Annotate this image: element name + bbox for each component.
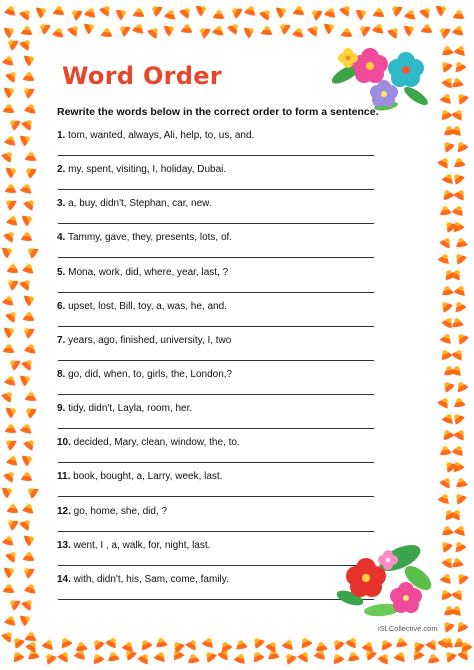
candy-corn-icon (0, 530, 17, 547)
candy-corn-icon (82, 2, 99, 19)
exercise-number: 9. (57, 403, 66, 415)
candy-corn-icon (193, 21, 212, 40)
candy-corn-icon (322, 18, 341, 37)
candy-corn-icon (99, 23, 114, 38)
candy-corn-icon (20, 498, 37, 515)
hibiscus-flowers-bottom-icon (330, 538, 434, 622)
candy-corn-icon (210, 20, 227, 37)
exercise-number: 3. (57, 198, 66, 210)
exercise-list (57, 130, 387, 608)
candy-corn-icon (3, 419, 18, 434)
candy-corn-icon (437, 135, 457, 155)
candy-corn-icon (453, 473, 469, 489)
candy-corn-icon (453, 233, 469, 249)
candy-corn-icon (56, 632, 75, 651)
candy-corn-icon (23, 387, 38, 402)
candy-corn-icon (339, 23, 354, 38)
candy-corn-icon (441, 121, 457, 137)
exercise-number: 10. (57, 437, 71, 449)
exercise-prompt (57, 574, 229, 585)
watermark: iSLCollective.com (378, 624, 438, 633)
candy-corn-icon (438, 424, 457, 443)
candy-corn-icon (82, 18, 101, 37)
exercise-prompt (57, 471, 222, 482)
exercise-item (57, 437, 387, 471)
exercise-item (57, 369, 387, 403)
exercise-prompt (57, 403, 192, 414)
answer-line[interactable] (58, 189, 374, 190)
exercise-number: 7. (57, 334, 66, 346)
candy-corn-icon (0, 482, 18, 501)
candy-corn-icon (5, 259, 20, 274)
candy-corn-icon (439, 41, 455, 57)
exercise-item (57, 164, 387, 198)
answer-line[interactable] (58, 462, 374, 463)
candy-corn-icon (376, 634, 395, 653)
candy-corn-icon (436, 344, 455, 363)
exercise-item (57, 471, 387, 505)
exercise-words: go, home, she, did, ? (70, 505, 168, 517)
exercise-words: my, spent, visiting, I, holiday, Dubai. (65, 164, 227, 176)
exercise-prompt (57, 335, 231, 346)
candy-corn-icon (437, 615, 457, 635)
candy-corn-icon (22, 290, 41, 309)
candy-corn-icon (153, 633, 169, 649)
candy-corn-icon (130, 18, 147, 35)
exercise-item (57, 301, 387, 335)
candy-corn-icon (1, 579, 16, 594)
exercise-number: 8. (57, 368, 66, 380)
exercise-words: decided, Mary, clean, window, the, to. (70, 437, 240, 449)
candy-corn-icon (0, 242, 18, 261)
exercise-prompt (57, 369, 232, 380)
candy-corn-icon (371, 3, 386, 18)
candy-corn-icon (18, 370, 37, 389)
exercise-words: Mona, work, did, where, year, last, ? (65, 266, 229, 278)
candy-corn-icon (18, 418, 35, 435)
candy-corn-icon (436, 584, 455, 603)
exercise-number: 4. (57, 232, 66, 244)
candy-corn-icon (2, 370, 19, 387)
exercise-prompt (57, 506, 167, 517)
exercise-item (57, 403, 387, 437)
answer-line[interactable] (58, 599, 374, 600)
exercise-item (57, 130, 387, 164)
candy-corn-icon (19, 227, 34, 242)
candy-corn-icon (22, 98, 39, 115)
exercise-number: 5. (57, 266, 66, 278)
candy-corn-icon (433, 21, 452, 40)
candy-corn-icon (290, 22, 307, 39)
candy-corn-icon (113, 19, 132, 38)
candy-corn-icon (21, 547, 36, 562)
exercise-prompt (57, 437, 240, 448)
candy-corn-icon (3, 179, 18, 194)
candy-corn-icon (439, 281, 455, 297)
exercise-words: years, ago, finished, university, I, two (65, 334, 232, 346)
candy-corn-icon (259, 21, 274, 36)
candy-corn-icon (20, 258, 37, 275)
candy-corn-icon (296, 632, 315, 651)
candy-corn-icon (434, 0, 453, 18)
exercise-words: tom, wanted, always, Ali, help, to, us, and. (65, 130, 255, 141)
exercise-item (57, 198, 387, 232)
candy-corn-icon (2, 130, 19, 147)
exercise-prompt (57, 198, 212, 209)
candy-corn-icon (22, 530, 41, 549)
exercise-words: a, buy, didn't, Stephan, car, new. (65, 198, 212, 210)
candy-corn-icon (2, 0, 19, 17)
candy-corn-icon (441, 361, 457, 377)
candy-corn-icon (451, 5, 466, 20)
candy-corn-icon (22, 578, 39, 595)
exercise-number: 12. (57, 505, 71, 517)
exercise-words: Tammy, gave, they, presents, lots, of. (65, 232, 233, 244)
hibiscus-flowers-top-icon (326, 44, 430, 114)
candy-corn-icon (242, 0, 259, 17)
candy-corn-icon (23, 147, 38, 162)
candy-corn-icon (5, 499, 20, 514)
exercise-number: 13. (57, 539, 71, 551)
exercise-prompt (57, 301, 227, 312)
answer-line[interactable] (58, 292, 374, 293)
candy-corn-icon (1, 99, 16, 114)
candy-corn-icon (21, 67, 36, 82)
candy-corn-icon (393, 633, 409, 649)
exercise-item (57, 267, 387, 301)
candy-corn-icon (450, 20, 467, 37)
candy-corn-icon (194, 0, 213, 18)
answer-line[interactable] (58, 531, 374, 532)
exercise-item (57, 506, 387, 540)
candy-corn-icon (211, 5, 226, 20)
exercise-words: upset, lost, Bill, toy, a, was, he, and. (65, 300, 227, 312)
exercise-words: book, bought, a, Larry, week, last. (70, 471, 223, 483)
candy-corn-icon (402, 20, 421, 39)
exercise-words: went, I , a, walk, for, night, last. (70, 539, 211, 551)
exercise-number: 11. (57, 471, 71, 483)
candy-corn-icon (21, 307, 36, 322)
exercise-item (57, 335, 387, 369)
worksheet-instruction: Rewrite the words below in the correct order to form a sentence. (57, 106, 379, 118)
candy-corn-icon (4, 210, 21, 227)
answer-line[interactable] (58, 428, 374, 429)
exercise-prompt (57, 267, 228, 278)
candy-corn-icon (162, 4, 179, 21)
candy-corn-icon (18, 178, 35, 195)
exercise-number: 14. (57, 573, 71, 585)
exercise-prompt (57, 232, 232, 243)
candy-corn-icon (437, 375, 457, 395)
candy-corn-icon (4, 450, 21, 467)
exercise-number: 6. (57, 300, 66, 312)
exercise-number: 2. (57, 164, 66, 176)
candy-corn-icon (22, 338, 39, 355)
candy-corn-icon (233, 635, 249, 651)
candy-corn-icon (313, 637, 329, 653)
candy-corn-icon (439, 521, 455, 537)
candy-corn-icon (162, 20, 181, 39)
candy-corn-icon (50, 22, 67, 39)
candy-corn-icon (451, 393, 467, 409)
exercise-words: go, did, when, to, girls, the, London,? (65, 368, 233, 380)
answer-line[interactable] (58, 223, 374, 224)
candy-corn-icon (131, 3, 146, 18)
candy-corn-icon (0, 50, 17, 67)
candy-corn-icon (136, 634, 155, 653)
answer-line[interactable] (58, 394, 374, 395)
exercise-words: with, didn't, his, Sam, come, family. (70, 573, 229, 585)
exercise-prompt (57, 540, 210, 551)
candy-corn-icon (0, 290, 17, 307)
candy-corn-icon (353, 19, 372, 38)
exercise-number: 1. (57, 130, 66, 141)
worksheet-title: Word Order (62, 62, 223, 90)
candy-corn-icon (242, 22, 261, 41)
candy-corn-icon (23, 627, 38, 642)
candy-corn-icon (322, 2, 339, 19)
answer-line[interactable] (58, 326, 374, 327)
exercise-prompt (57, 130, 254, 141)
answer-line[interactable] (58, 565, 374, 566)
exercise-item (57, 232, 387, 266)
candy-corn-icon (438, 184, 457, 203)
candy-corn-icon (451, 153, 467, 169)
exercise-words: tidy, didn't, Layla, room, her. (65, 403, 193, 415)
answer-line[interactable] (58, 155, 374, 156)
candy-corn-icon (402, 4, 419, 21)
candy-corn-icon (20, 450, 39, 469)
candy-corn-icon (2, 610, 19, 627)
answer-line[interactable] (58, 360, 374, 361)
answer-line[interactable] (58, 496, 374, 497)
exercise-prompt (57, 164, 226, 175)
answer-line[interactable] (58, 257, 374, 258)
candy-corn-icon (73, 637, 89, 653)
candy-corn-icon (370, 18, 387, 35)
candy-corn-icon (19, 467, 34, 482)
candy-corn-icon (441, 601, 457, 617)
candy-corn-icon (2, 22, 21, 41)
candy-corn-icon (18, 130, 37, 149)
candy-corn-icon (1, 339, 16, 354)
candy-corn-icon (436, 104, 455, 123)
candy-corn-icon (437, 441, 453, 457)
candy-corn-icon (20, 210, 39, 229)
candy-corn-icon (22, 50, 41, 69)
candy-corn-icon (437, 201, 453, 217)
candy-corn-icon (18, 610, 37, 629)
